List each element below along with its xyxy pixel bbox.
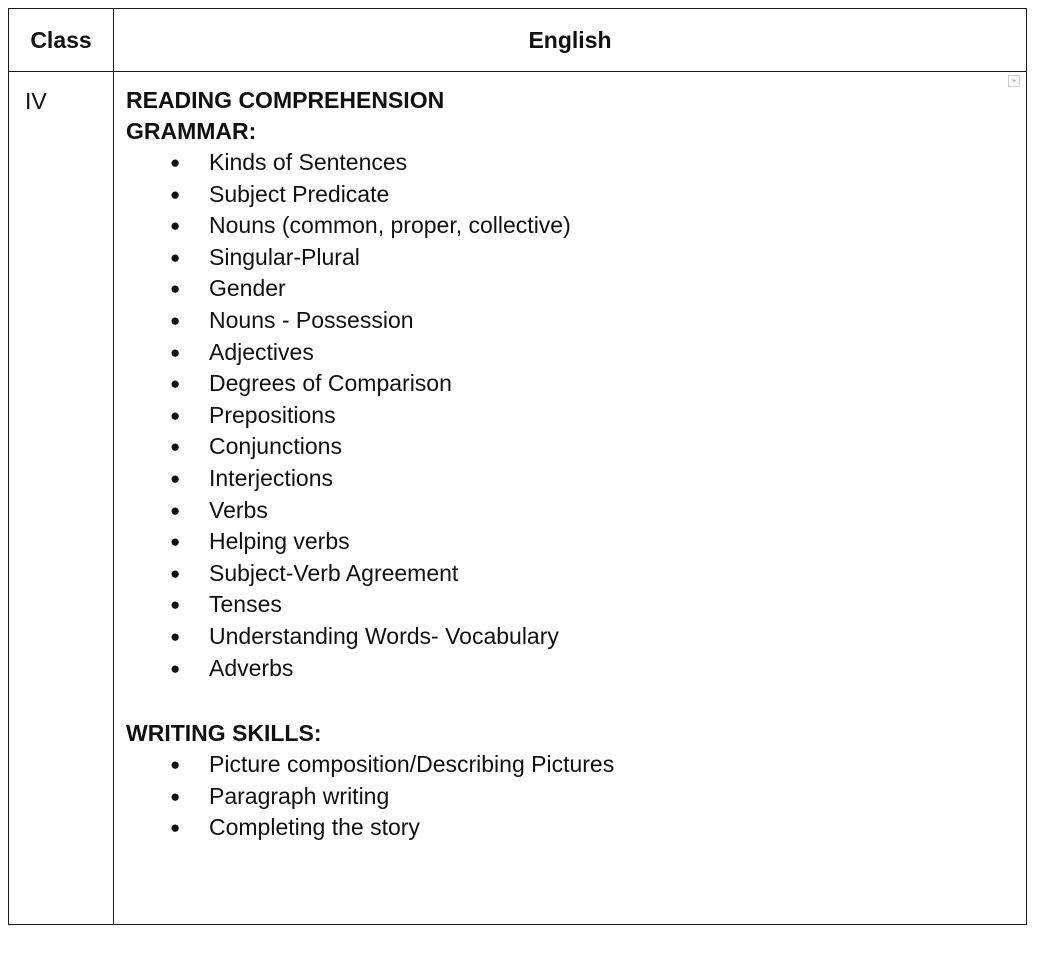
header-subject: English — [528, 26, 612, 53]
writing-topic — [126, 781, 1006, 813]
column-divider — [113, 9, 114, 924]
bullet-icon: ● — [170, 405, 181, 425]
grammar-topic — [126, 242, 1006, 274]
grammar-topic — [126, 305, 1006, 337]
bullet-icon: ● — [170, 595, 181, 615]
grammar-topic-text: Nouns (common, proper, collective) — [209, 212, 571, 239]
bullet-icon: ● — [170, 626, 181, 646]
grammar-topic-text: Interjections — [209, 464, 334, 491]
grammar-topic-text: Prepositions — [209, 401, 336, 428]
dropdown-arrow-icon[interactable] — [1008, 75, 1020, 87]
bullet-icon: ● — [170, 216, 181, 236]
grammar-topic-text: Subject Predicate — [209, 180, 390, 207]
grammar-topic — [126, 653, 1006, 685]
bullet-icon: ● — [170, 786, 181, 806]
grammar-topic — [126, 337, 1006, 369]
bullet-icon: ● — [170, 818, 181, 838]
writing-topic — [126, 749, 1006, 781]
bullet-icon: ● — [170, 755, 181, 775]
bullet-icon: ● — [170, 532, 181, 552]
bullet-icon: ● — [170, 437, 181, 457]
grammar-topic-text: Degrees of Comparison — [209, 370, 452, 397]
writing-topic-text: Paragraph writing — [209, 782, 390, 809]
reading-heading: READING COMPREHENSION — [126, 87, 445, 113]
grammar-topic — [126, 400, 1006, 432]
bullet-icon: ● — [170, 500, 181, 520]
writing-list — [126, 749, 1006, 844]
grammar-topic — [126, 621, 1006, 653]
grammar-topic — [126, 210, 1006, 242]
bullet-icon: ● — [170, 658, 181, 678]
grammar-topic-text: Subject-Verb Agreement — [209, 559, 459, 586]
bullet-icon: ● — [170, 310, 181, 330]
row-divider — [9, 71, 1026, 72]
writing-topic-text: Completing the story — [209, 814, 420, 841]
bullet-icon: ● — [170, 153, 181, 172]
grammar-topic — [126, 179, 1006, 211]
grammar-topic — [126, 431, 1006, 463]
syllabus-table — [8, 8, 1027, 925]
writing-heading: WRITING SKILLS: — [126, 720, 322, 747]
bullet-icon: ● — [170, 374, 181, 394]
grammar-topic — [126, 495, 1006, 527]
grammar-topic-text: Tenses — [209, 591, 282, 618]
grammar-topic-text: Conjunctions — [209, 433, 342, 460]
bullet-icon: ● — [170, 184, 181, 204]
grammar-list — [126, 147, 1006, 684]
grammar-topic-text: Understanding Words- Vocabulary — [209, 622, 559, 649]
bullet-icon: ● — [170, 342, 181, 362]
grammar-topic-text: Adjectives — [209, 338, 314, 365]
grammar-topic-text: Verbs — [209, 496, 268, 523]
writing-topic — [126, 812, 1006, 844]
grammar-topic — [126, 273, 1006, 305]
grammar-heading: GRAMMAR: — [126, 118, 257, 144]
header-class: Class — [30, 26, 92, 53]
grammar-topic-text: Singular-Plural — [209, 243, 360, 270]
bullet-icon: ● — [170, 279, 181, 299]
writing-topic-text: Picture composition/Describing Pictures — [209, 751, 615, 778]
grammar-topic — [126, 147, 1006, 179]
grammar-topic — [126, 589, 1006, 621]
grammar-topic-text: Nouns - Possession — [209, 306, 414, 333]
grammar-topic-text: Kinds of Sentences — [209, 149, 408, 175]
grammar-topic — [126, 463, 1006, 495]
grammar-topic-text: Adverbs — [209, 654, 294, 681]
grammar-topic-text: Gender — [209, 275, 286, 302]
grammar-topic — [126, 558, 1006, 590]
bullet-icon: ● — [170, 468, 181, 488]
grammar-topic-text: Helping verbs — [209, 528, 350, 555]
bullet-icon: ● — [170, 247, 181, 267]
class-cell: IV — [25, 88, 47, 114]
grammar-topic — [126, 526, 1006, 558]
subject-content-cell — [126, 85, 1006, 844]
bullet-icon: ● — [170, 563, 181, 583]
grammar-topic — [126, 368, 1006, 400]
